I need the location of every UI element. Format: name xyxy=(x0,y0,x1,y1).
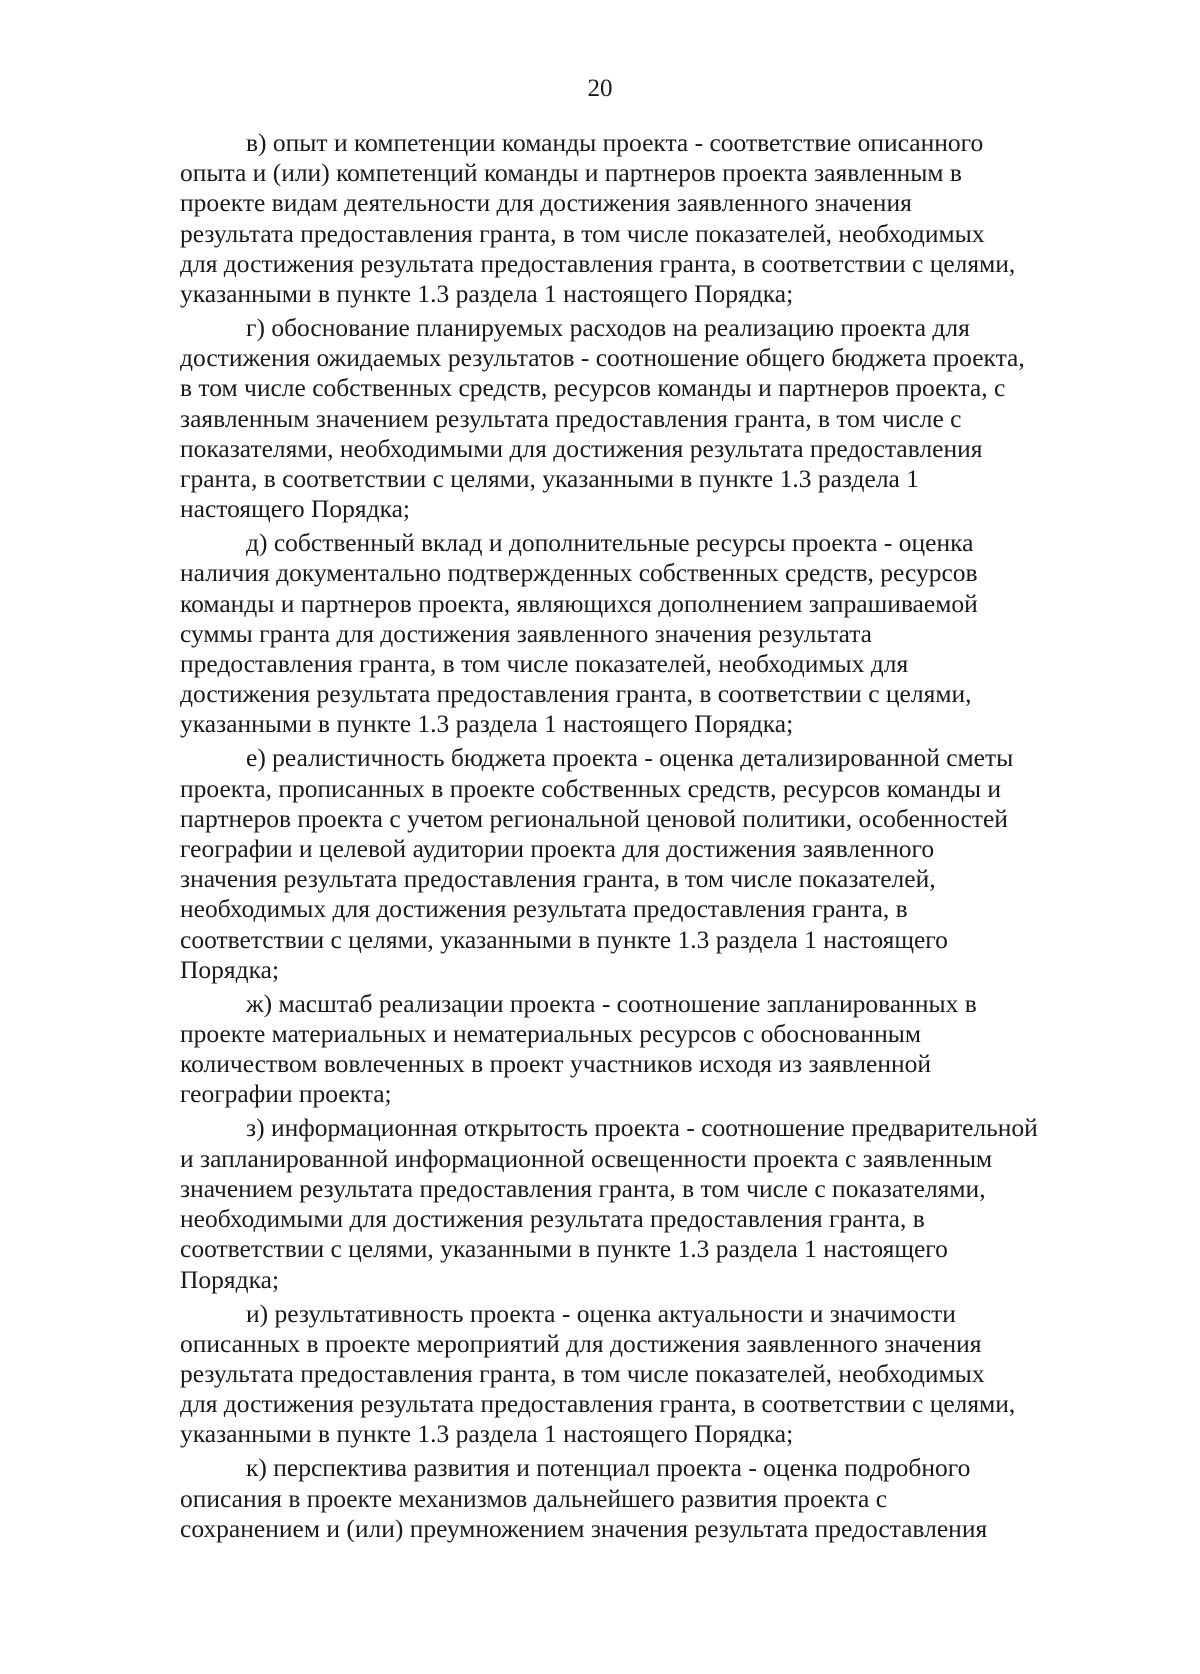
paragraph-z-information-openness: з) информационная открытость проекта - соотношение предварительной и запланированной информационной освещенности проекта с заявленным значением результата предоставления гранта, в том числе с показателями, необходимыми для достижения результата предоставления гранта, в соответствии с целями, указанными в пункте 1.3 раздела 1 настоящего Порядка; xyxy=(180,1113,1038,1294)
paragraph-v-team-experience: в) опыт и компетенции команды проекта - соответствие описанного опыта и (или) компетенций команды и партнеров проекта заявленным в проекте видам деятельности для достижения заявленного значения результата предоставления гранта, в том числе показателей, необходимых для достижения результата предоставления гранта, в соответствии с целями, указанными в пункте 1.3 раздела 1 настоящего Порядка; xyxy=(180,128,1016,309)
paragraph-d-own-contribution: д) собственный вклад и дополнительные ресурсы проекта - оценка наличия документально подтвержденных собственных средств, ресурсов команды и партнеров проекта, являющихся дополнением запрашиваемой суммы гранта для достижения заявленного значения результата предоставления гранта, в том числе показателей, необходимых для достижения результата предоставления гранта, в соответствии с целями, указанными в пункте 1.3 раздела 1 настоящего Порядка; xyxy=(180,528,978,739)
paragraph-i-project-effectiveness: и) результативность проекта - оценка актуальности и значимости описанных в проекте мероприятий для достижения заявленного значения результата предоставления гранта, в том числе показателей, необходимых для достижения результата предоставления гранта, в соответствии с целями, указанными в пункте 1.3 раздела 1 настоящего Порядка; xyxy=(180,1298,1016,1449)
paragraph-k-development-prospects: к) перспектива развития и потенциал проекта - оценка подробного описания в проекте механизмов дальнейшего развития проекта с сохранением и (или) преумножением значения результата предоставления xyxy=(180,1453,988,1543)
document-body xyxy=(180,128,1082,1548)
paragraph-zh-project-scale: ж) масштаб реализации проекта - соотношение запланированных в проекте материальных и нематериальных ресурсов с обоснованным количеством вовлеченных в проект участников исходя из заявленной географии проекта; xyxy=(180,988,977,1109)
paragraph-e-budget-realism: е) реалистичность бюджета проекта - оценка детализированной сметы проекта, прописанных в проекте собственных средств, ресурсов команды и партнеров проекта с учетом региональной ценовой политики, особенностей географии и целевой аудитории проекта для достижения заявленного значения результата предоставления гранта, в том числе показателей, необходимых для достижения результата предоставления гранта, в соответствии с целями, указанными в пункте 1.3 раздела 1 настоящего Порядка; xyxy=(180,743,1014,984)
paragraph-g-expense-justification: г) обоснование планируемых расходов на реализацию проекта для достижения ожидаемых результатов - соотношение общего бюджета проекта, в том числе собственных средств, ресурсов команды и партнеров проекта, с заявленным значением результата предоставления гранта, в том числе с показателями, необходимыми для достижения результата предоставления гранта, в соответствии с целями, указанными в пункте 1.3 раздела 1 настоящего Порядка; xyxy=(180,313,1025,524)
page-number: 20 xyxy=(587,75,613,102)
